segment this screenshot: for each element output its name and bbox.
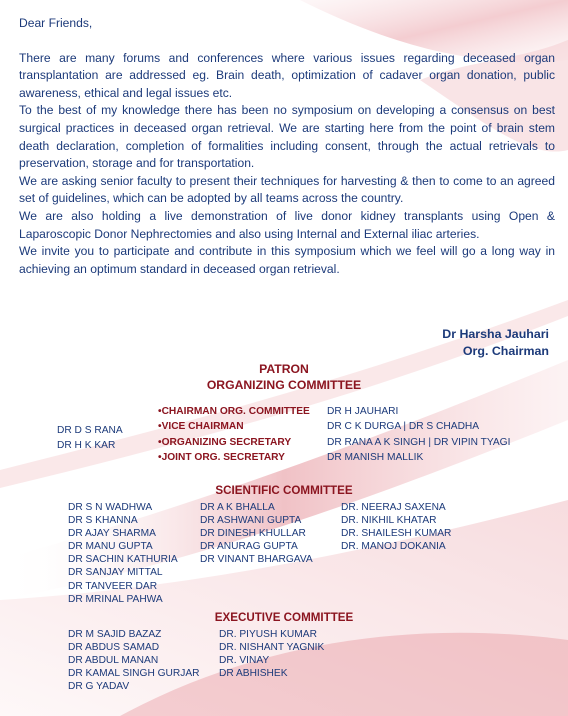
signature-title: Org. Chairman bbox=[462, 344, 549, 358]
letter-paragraph-2: To the best of my knowledge there has been no symposium on developing a consensus on best surgical practices in deceased organ retrieval. We are starting here from the point of brain stem death declaration, completion of formalities including consent, through the actual retrievals to preservation, storage and for transportation. bbox=[19, 103, 555, 171]
role-label: •JOINT ORG. SECRETARY bbox=[158, 452, 285, 464]
member-name: DR ANURAG GUPTA bbox=[200, 541, 298, 553]
member-name: DR SANJAY MITTAL bbox=[68, 567, 163, 579]
letter-greeting: Dear Friends, bbox=[19, 16, 93, 30]
letter-paragraph-4: We are also holding a live demonstration of live donor kidney transplants using Open & Laparoscopic Donor Nephrectomies and also using Internal and External iliac arteries. bbox=[19, 208, 555, 241]
scientific-committee-column-3 bbox=[341, 501, 451, 553]
member-name: DR S N WADHWA bbox=[68, 502, 153, 513]
role-label: •ORGANIZING SECRETARY bbox=[158, 436, 292, 448]
scientific-committee-heading: SCIENTIFIC COMMITTEE bbox=[215, 484, 353, 497]
executive-committee-column-2 bbox=[219, 628, 324, 680]
role-label: •CHAIRMAN ORG. COMMITTEE bbox=[158, 406, 310, 417]
member-name: DR. SHAILESH KUMAR bbox=[341, 528, 452, 540]
signature-name: Dr Harsha Jauhari bbox=[442, 327, 549, 341]
role-holder-name: DR MANISH MALLIK bbox=[327, 452, 424, 464]
member-name: DR. NISHANT YAGNIK bbox=[219, 642, 325, 654]
member-name: DR M SAJID BAZAZ bbox=[68, 629, 162, 640]
letter-paragraph-1: There are many forums and conferences where various issues regarding deceased organ transplantation are addressed eg. Brain death, optimization of cadaver organ donation, public awareness, ethical and legal issues etc. bbox=[19, 50, 555, 100]
member-name: DR A K BHALLA bbox=[200, 502, 275, 513]
executive-committee-column-1 bbox=[68, 628, 200, 693]
letter-signature bbox=[442, 326, 549, 360]
member-name: DR AJAY SHARMA bbox=[68, 528, 156, 540]
member-name: DR. PIYUSH KUMAR bbox=[219, 629, 317, 640]
member-name: DR ABHISHEK bbox=[219, 668, 288, 680]
member-name: DR VINANT BHARGAVA bbox=[200, 554, 313, 566]
member-name: DR ABDUL MANAN bbox=[68, 655, 159, 667]
member-name: DR DINESH KHULLAR bbox=[200, 528, 306, 540]
role-holder-name: DR C K DURGA | DR S CHADHA bbox=[327, 421, 480, 433]
role-holder-name: DR H JAUHARI bbox=[327, 406, 399, 417]
patron-name: DR D S RANA bbox=[57, 425, 123, 436]
role-label: •VICE CHAIRMAN bbox=[158, 421, 244, 433]
member-name: DR S KHANNA bbox=[68, 515, 138, 527]
member-name: DR TANVEER DAR bbox=[68, 580, 158, 592]
member-name: DR ASHWANI GUPTA bbox=[200, 515, 302, 527]
member-name: DR SACHIN KATHURIA bbox=[68, 554, 178, 566]
patron-name: DR H K KAR bbox=[57, 440, 116, 452]
patron-list bbox=[57, 423, 123, 454]
scientific-committee-column-2 bbox=[200, 501, 313, 566]
member-name: DR KAMAL SINGH GURJAR bbox=[68, 668, 200, 680]
scientific-committee-column-1 bbox=[68, 501, 178, 606]
member-name: DR. NIKHIL KHATAR bbox=[341, 515, 437, 527]
member-name: DR. NEERAJ SAXENA bbox=[341, 502, 446, 513]
member-name: DR MRINAL PAHWA bbox=[68, 593, 163, 605]
member-name: DR MANU GUPTA bbox=[68, 541, 153, 553]
organizing-committee-heading: ORGANIZING COMMITTEE bbox=[206, 378, 362, 392]
letter-paragraph-3: We are asking senior faculty to present their techniques for harvesting & then to come to an agreed set of guidelines, which can be adopted by all teams across the country. bbox=[19, 173, 555, 206]
role-holder-name: DR RANA A K SINGH | DR VIPIN TYAGI bbox=[327, 436, 511, 448]
role-holders bbox=[327, 404, 510, 466]
member-name: DR G YADAV bbox=[68, 681, 130, 693]
letter-paragraph-5: We invite you to participate and contribute in this symposium which we feel will go a long way in achieving an optimum standard in deceased organ retrieval. bbox=[19, 244, 555, 276]
member-name: DR. MANOJ DOKANIA bbox=[341, 541, 446, 553]
member-name: DR. VINAY bbox=[219, 655, 270, 667]
patron-heading: PATRON bbox=[259, 362, 309, 376]
welcome-letter bbox=[19, 15, 555, 278]
committee-roles bbox=[158, 404, 310, 466]
executive-committee-heading: EXECUTIVE COMMITTEE bbox=[214, 611, 354, 624]
member-name: DR ABDUS SAMAD bbox=[68, 642, 160, 654]
